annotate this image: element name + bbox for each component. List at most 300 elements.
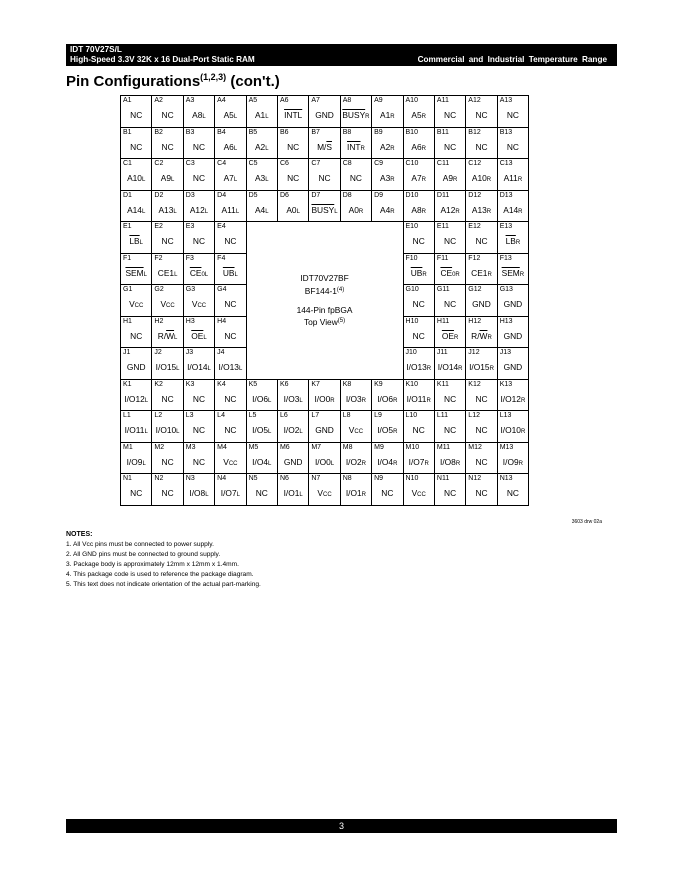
pin-signal — [498, 394, 528, 406]
pin-id: L11 — [436, 412, 449, 419]
pin-signal — [152, 457, 182, 467]
pin-signal-part: A0 — [348, 204, 359, 215]
pin-cell — [434, 285, 465, 317]
pin-signal — [152, 425, 182, 437]
pin-signal — [184, 488, 214, 500]
pin-signal-part: I/O3 — [283, 393, 300, 404]
pin-cell — [183, 190, 214, 222]
pin-signal-part: L — [299, 429, 303, 435]
pin-signal-part: R — [518, 208, 523, 215]
pin-cell — [497, 190, 528, 222]
pin-id: E11 — [436, 223, 449, 230]
pin-cell — [340, 127, 371, 159]
pin-signal-part: R — [421, 208, 426, 215]
pin-signal — [278, 205, 308, 217]
pin-id: F13 — [499, 254, 512, 262]
pin-signal-part: NC — [192, 236, 206, 246]
pin-cell — [497, 316, 528, 348]
pin-signal-part: L — [233, 114, 238, 120]
temperature-range: Commercial and Industrial Temperature Range — [417, 55, 607, 64]
section-title — [66, 72, 280, 90]
pin-signal-part: R/ — [157, 330, 167, 341]
pin-signal-part: NC — [475, 141, 488, 152]
pin-signal-part: NC — [161, 141, 174, 152]
pin-signal — [184, 457, 214, 467]
pin-id: A8 — [342, 97, 352, 104]
pin-id: L9 — [374, 412, 382, 419]
pin-signal — [466, 362, 496, 374]
pin-signal — [435, 457, 465, 469]
pin-signal — [372, 488, 402, 498]
pin-signal-part: NC — [224, 236, 237, 246]
pin-signal-part: A10 — [127, 173, 142, 183]
pin-signal-part: R — [360, 145, 365, 152]
pin-cell — [121, 348, 152, 380]
pin-signal-part: R — [390, 208, 395, 215]
pin-id: L6 — [279, 412, 288, 419]
pin-cell — [340, 96, 371, 128]
pin-signal — [121, 394, 151, 406]
pin-signal-part: NC — [161, 393, 174, 404]
pin-cell — [403, 442, 434, 474]
pin-signal — [152, 362, 182, 374]
pin-id: K4 — [217, 380, 226, 388]
pin-signal — [498, 205, 528, 217]
pin-signal-part: L — [265, 114, 269, 120]
pin-signal-part: NC — [475, 393, 488, 404]
pin-signal — [341, 457, 371, 469]
pin-id: L5 — [248, 412, 257, 419]
pin-signal-part: R — [486, 177, 492, 183]
pin-signal-part: V — [160, 299, 167, 309]
pin-signal-part: $\overline{SEM}$ — [125, 267, 144, 278]
pin-signal — [341, 173, 371, 183]
pin-signal — [309, 425, 339, 435]
pin-cell — [121, 253, 152, 285]
pin-signal-part: 0R — [452, 271, 460, 278]
pin-signal-part: A9 — [442, 173, 454, 183]
note-4: 4. This package code is used to reference the package diagram. — [66, 571, 254, 578]
pin-id: A7 — [311, 97, 320, 104]
pin-cell — [466, 348, 497, 380]
pin-row — [121, 379, 529, 411]
pin-cell — [121, 190, 152, 222]
pin-id: G2 — [154, 286, 164, 293]
pin-signal-part: A14 — [503, 204, 519, 215]
pin-signal-part: R — [426, 397, 431, 404]
pin-signal-part: I/O5 — [252, 425, 268, 435]
pin-signal-part: V — [411, 488, 418, 498]
pin-cell — [152, 316, 183, 348]
pin-signal-part: A0 — [286, 204, 297, 215]
pin-signal-part: NC — [412, 299, 425, 309]
pin-cell — [497, 96, 528, 128]
pin-cell — [183, 379, 214, 411]
pin-signal-part: NC — [412, 236, 425, 246]
pin-signal — [121, 110, 151, 120]
pin-id: A4 — [217, 97, 226, 104]
pin-signal-part: L — [144, 397, 149, 404]
pin-signal-part: L — [205, 492, 209, 498]
pin-id: K2 — [154, 380, 163, 388]
pin-id: L3 — [185, 412, 194, 419]
pin-signal-part: NC — [192, 141, 206, 152]
pin-signal-part: R — [421, 145, 426, 152]
pin-signal — [247, 142, 277, 154]
pin-id: N6 — [279, 475, 289, 482]
pin-signal-part: CC — [228, 460, 238, 467]
pin-id: L13 — [499, 412, 512, 419]
pin-signal-part: $\overline{S}$ — [326, 141, 332, 152]
pin-cell — [340, 411, 371, 443]
pin-signal-part: BUSY — [311, 204, 335, 215]
pin-signal — [121, 268, 151, 280]
note-5: 5. This text does not indicate orientation of the actual part-marking. — [66, 581, 261, 588]
pin-cell — [309, 190, 340, 222]
pin-signal-part: NC — [130, 110, 143, 120]
pin-signal-part: $\overline{OE}$ — [441, 330, 454, 341]
pin-cell — [183, 411, 214, 443]
pin-signal — [152, 394, 182, 404]
page-footer — [66, 819, 617, 833]
pin-id: J11 — [436, 349, 448, 356]
note-1: 1. All Vcc pins must be connected to power supply. — [66, 541, 214, 548]
pin-cell — [403, 127, 434, 159]
pin-signal — [404, 362, 434, 374]
pin-signal-part: I/O6 — [252, 393, 268, 404]
pin-cell — [215, 190, 246, 222]
pin-signal-part: NC — [287, 141, 300, 152]
pin-signal-part: L — [204, 208, 209, 215]
pin-cell — [497, 348, 528, 380]
pin-cell — [466, 285, 497, 317]
pin-signal-part: R — [455, 208, 460, 215]
pin-signal-part: I/O13 — [406, 362, 427, 372]
pin-id: K6 — [279, 380, 289, 388]
pin-signal — [498, 362, 528, 372]
pin-id: M1 — [123, 443, 133, 451]
pin-signal-part: L — [236, 492, 240, 498]
pin-signal-part: NC — [444, 425, 457, 435]
pin-signal — [121, 299, 151, 311]
pin-signal-part: A7 — [223, 173, 234, 183]
pin-id: J3 — [185, 349, 194, 356]
pin-signal-part: R — [421, 177, 426, 183]
pin-id: B7 — [311, 128, 320, 136]
pin-signal — [466, 173, 496, 185]
pin-cell — [277, 379, 308, 411]
pin-id: M5 — [248, 443, 259, 451]
pin-signal-part: I/O6 — [377, 393, 394, 404]
pin-cell — [183, 159, 214, 191]
pin-id: F12 — [468, 254, 481, 262]
pin-id: A6 — [279, 97, 289, 104]
pin-signal-part: I/O2 — [283, 425, 300, 435]
pin-id: L8 — [342, 412, 351, 419]
pin-signal-part: R — [390, 114, 395, 120]
pin-signal — [435, 362, 465, 374]
pin-cell — [152, 379, 183, 411]
pin-signal-part: L — [235, 208, 240, 215]
pin-signal-part: A2 — [380, 141, 391, 152]
pin-signal-part: NC — [475, 456, 488, 467]
pin-cell — [121, 285, 152, 317]
pin-signal — [435, 173, 465, 185]
pin-id: M4 — [217, 443, 227, 451]
pin-signal — [372, 205, 402, 217]
pin-signal-part: CC — [166, 303, 175, 309]
pin-id: N11 — [436, 475, 450, 482]
pin-cell — [497, 285, 528, 317]
pin-cell — [497, 442, 528, 474]
pin-id: D4 — [217, 191, 227, 199]
pin-id: K12 — [468, 380, 481, 388]
pin-signal-part: A8 — [411, 204, 422, 215]
pin-signal — [498, 142, 528, 152]
pin-signal-part: A13 — [158, 204, 174, 215]
pin-signal — [435, 425, 465, 435]
pin-signal — [152, 173, 182, 185]
pin-signal-part: $\overline{OE}$ — [191, 330, 204, 341]
pin-id: J1 — [123, 349, 131, 356]
pin-signal — [372, 110, 402, 122]
pin-id: M2 — [154, 443, 165, 451]
pin-signal — [215, 268, 245, 280]
pin-signal-part: R — [487, 334, 492, 341]
pin-signal-part: L — [238, 366, 243, 372]
pin-signal — [215, 299, 245, 309]
pin-signal-part: L — [173, 208, 177, 215]
pin-signal — [404, 299, 434, 309]
pin-signal — [466, 394, 496, 404]
pin-cell — [434, 190, 465, 222]
pin-id: K1 — [123, 380, 132, 388]
pin-id: G13 — [499, 286, 513, 293]
pin-signal-part: NC — [475, 110, 488, 120]
pin-id: D11 — [436, 191, 450, 199]
pin-signal-part: I/O7 — [220, 488, 237, 498]
pin-id: D1 — [123, 191, 132, 199]
pin-id: C13 — [499, 160, 513, 167]
pin-signal-part: A6 — [411, 141, 422, 152]
pin-signal-part: V — [191, 299, 198, 309]
pin-id: N5 — [248, 475, 258, 482]
pin-cell — [152, 222, 183, 254]
pin-signal-part: L — [144, 429, 148, 435]
pin-cell — [246, 127, 277, 159]
pin-signal-part: R — [422, 271, 427, 278]
package-label-line — [247, 305, 403, 315]
pin-cell — [121, 316, 152, 348]
pin-signal-part: R — [393, 429, 398, 435]
pin-signal-part: NC — [506, 141, 519, 152]
pin-signal-part: R — [330, 397, 335, 404]
pin-signal — [309, 488, 339, 500]
pin-cell — [215, 316, 246, 348]
pin-signal — [184, 173, 214, 183]
pin-signal-part: A13 — [471, 204, 487, 215]
pin-cell — [434, 442, 465, 474]
pin-signal-part: A6 — [223, 141, 234, 152]
pin-signal — [278, 394, 308, 406]
pin-signal — [341, 205, 371, 217]
package-label-line — [247, 285, 403, 296]
pin-cell — [466, 222, 497, 254]
pin-id: D9 — [374, 191, 384, 199]
pin-signal — [121, 205, 151, 217]
pin-signal-part: I/O2 — [345, 456, 362, 467]
pin-signal-part: L — [299, 492, 303, 498]
pin-cell — [340, 379, 371, 411]
pin-cell — [152, 285, 183, 317]
pin-signal — [121, 236, 151, 248]
pin-signal — [247, 205, 277, 217]
pin-signal-part: A8 — [192, 110, 203, 120]
pin-signal-part: A3 — [254, 173, 266, 183]
pin-signal-part: L — [268, 460, 272, 467]
pin-signal-part: R — [393, 460, 398, 467]
pin-signal-part: CC — [417, 492, 426, 498]
pin-signal — [152, 236, 182, 246]
pin-id: K7 — [311, 380, 320, 388]
pin-signal-part: NC — [444, 110, 457, 120]
pin-signal-part: NC — [192, 425, 206, 435]
pin-signal — [372, 142, 402, 154]
pin-cell — [466, 253, 497, 285]
pin-cell — [152, 253, 183, 285]
pin-cell — [277, 159, 308, 191]
pin-id: H11 — [436, 317, 450, 325]
pin-cell — [372, 127, 403, 159]
pin-signal — [498, 299, 528, 309]
pin-signal-part: NC — [475, 425, 488, 435]
pin-signal — [152, 299, 182, 311]
pin-signal — [435, 142, 465, 152]
pin-id: N3 — [185, 475, 195, 482]
pin-signal-part: CC — [197, 303, 207, 309]
pin-signal-part: L — [234, 271, 238, 278]
pin-signal — [341, 488, 371, 500]
package-label — [246, 222, 403, 380]
pin-signal — [404, 268, 434, 280]
pin-id: B2 — [154, 128, 163, 136]
pin-cell — [434, 474, 465, 506]
pin-signal-part: A3 — [380, 173, 391, 183]
pin-signal-part: NC — [444, 393, 457, 404]
pin-signal-part: CC — [134, 303, 144, 309]
pin-cell — [372, 96, 403, 128]
package-label-text: Top View — [303, 317, 338, 327]
pin-signal-part: L — [265, 208, 269, 215]
pin-cell — [246, 159, 277, 191]
pin-signal-part: I/O10 — [500, 425, 521, 435]
pin-signal-part: L — [176, 366, 180, 372]
pin-signal — [184, 331, 214, 343]
pin-id: N13 — [499, 475, 513, 482]
pin-cell — [215, 411, 246, 443]
pin-signal — [215, 457, 245, 469]
pin-id: M10 — [405, 443, 420, 451]
pin-signal-part: R — [453, 334, 459, 341]
pin-cell — [152, 411, 183, 443]
pin-cell — [246, 190, 277, 222]
pin-cell — [466, 316, 497, 348]
pin-cell — [466, 127, 497, 159]
pin-signal — [184, 205, 214, 217]
pin-cell — [497, 379, 528, 411]
pin-id: C7 — [311, 160, 321, 167]
pin-cell — [403, 253, 434, 285]
pin-id: C11 — [436, 160, 450, 167]
package-label-text: 144-Pin fpBGA — [296, 305, 353, 315]
pin-cell — [466, 190, 497, 222]
pin-signal — [498, 110, 528, 120]
pin-signal-part: L — [176, 429, 180, 435]
pin-signal-part: L — [268, 397, 272, 404]
pin-id: A12 — [468, 97, 481, 104]
pin-cell — [403, 474, 434, 506]
pin-cell — [309, 474, 340, 506]
pin-signal — [215, 205, 245, 217]
drawing-id: 3603 drw 02a — [571, 519, 602, 525]
pin-cell — [434, 222, 465, 254]
pin-signal — [121, 331, 151, 341]
pin-id: D12 — [468, 191, 482, 199]
pin-row — [121, 474, 529, 506]
pin-signal — [309, 110, 339, 120]
pin-signal-part: I/O9 — [126, 456, 143, 467]
pin-cell — [309, 442, 340, 474]
pin-cell — [403, 285, 434, 317]
pin-signal — [247, 173, 277, 185]
pin-id: N9 — [374, 475, 384, 482]
pin-id: M7 — [311, 443, 322, 451]
pin-signal-part: R — [361, 460, 367, 467]
pin-signal-part: A4 — [254, 204, 266, 215]
pin-signal-part: GND — [126, 362, 146, 372]
pin-id: C1 — [123, 160, 132, 167]
pin-id: C4 — [217, 160, 227, 167]
pin-id: C10 — [405, 160, 419, 167]
pin-signal — [121, 362, 151, 372]
pin-signal — [341, 110, 371, 122]
pin-cell — [372, 411, 403, 443]
pin-signal-part: NC — [192, 393, 206, 404]
pin-signal-part: L — [233, 145, 238, 152]
pin-signal — [466, 425, 496, 435]
pin-signal — [435, 331, 465, 343]
pin-signal — [215, 488, 245, 500]
pin-signal-part: A5 — [223, 110, 234, 120]
pin-cell — [466, 159, 497, 191]
package-label-text: BF144-1 — [304, 286, 337, 296]
pin-signal — [278, 110, 308, 120]
pin-row — [121, 96, 529, 128]
pin-signal-part: L — [330, 460, 335, 467]
pin-id: B3 — [185, 128, 195, 136]
pin-signal — [278, 457, 308, 467]
pin-id: E1 — [123, 223, 132, 230]
pin-cell — [121, 442, 152, 474]
pin-signal-part: CE1 — [157, 267, 175, 278]
pin-cell — [121, 127, 152, 159]
pin-id: L1 — [123, 412, 131, 419]
pin-cell — [497, 159, 528, 191]
pin-signal — [372, 425, 402, 437]
package-label-line — [247, 316, 403, 327]
part-number: IDT 70V27S/L — [70, 45, 122, 54]
pin-signal-part: R — [390, 145, 395, 152]
